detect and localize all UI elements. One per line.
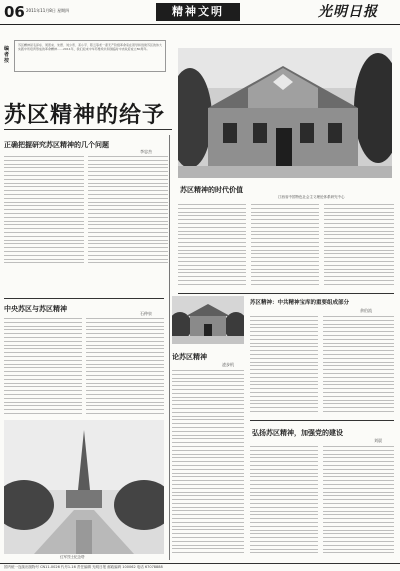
- section-rule-left: [4, 298, 164, 299]
- newspaper-logo: 光明日报: [318, 4, 378, 20]
- article-3-col-2: [86, 318, 164, 416]
- article-1-author: 李忠杰: [140, 149, 152, 154]
- monument-photo: [4, 420, 164, 554]
- column-divider: [169, 135, 170, 560]
- article-1-col-1: [4, 156, 84, 266]
- article-2-title: 苏区精神的时代价值: [180, 186, 243, 194]
- editor-note-text: 苏区精神是毛泽东、周恩来、朱德、刘少奇、邓小平、陈云等老一辈无产阶级革命家在领导和创建苏区的伟大实践中所培育形成的革命精神……2011年，我们迎来中华苏维埃共和国临时中央政府成立80周年。: [18, 43, 163, 51]
- masthead: [0, 0, 400, 25]
- article-1-title: 正确把握研究苏区精神的几个问题: [4, 141, 109, 149]
- article-4-col-1: [250, 316, 318, 416]
- article-2-col-3: [324, 204, 394, 289]
- article-3-title: 中央苏区与苏区精神: [4, 305, 67, 313]
- column-title: 精神文明: [156, 3, 240, 21]
- article-5-author: 凌步机: [222, 362, 234, 367]
- memorial-hall-photo: [172, 296, 244, 344]
- article-2-col-2: [251, 204, 319, 289]
- article-5-title: 论苏区精神: [172, 353, 207, 361]
- article-1-col-2: [88, 156, 168, 266]
- article-4-title: 苏区精神：中共精神宝库的重要组成部分: [250, 300, 350, 306]
- article-3-author: 石仲泉: [140, 311, 152, 316]
- editor-note-label: 编者按: [4, 46, 10, 64]
- section-rule-right: [178, 293, 394, 294]
- article-4-col-2: [323, 316, 394, 416]
- page-number: 06: [4, 3, 25, 21]
- editor-note-box: [14, 40, 166, 72]
- section-rule-art6: [250, 420, 394, 421]
- photo-caption-monument: 红军烈士纪念塔: [60, 555, 85, 559]
- main-headline: 苏区精神的给予: [4, 102, 166, 128]
- headline-rule: [4, 129, 172, 130]
- article-4-author: 余伯流: [360, 308, 372, 313]
- article-6-col-1: [250, 446, 318, 560]
- article-6-title: 弘扬苏区精神，加强党的建设: [252, 429, 343, 437]
- article-6-col-2: [323, 446, 394, 560]
- date-line: 2011年11月8日 星期四: [26, 8, 70, 13]
- building-photo: [178, 48, 392, 178]
- article-5-col: [172, 370, 244, 560]
- page-footer: 国内统一连续出版物号 CN11-0026 代号1-16 责任编辑 光明日报 邮政编码 100062 电话 67078888: [0, 563, 400, 571]
- article-6-author: 刘晨: [374, 438, 382, 443]
- article-2-col-1: [178, 204, 246, 289]
- article-3-col-1: [4, 318, 82, 416]
- article-2-author: 江西省中国特色社会主义理论体系研究中心: [278, 195, 345, 199]
